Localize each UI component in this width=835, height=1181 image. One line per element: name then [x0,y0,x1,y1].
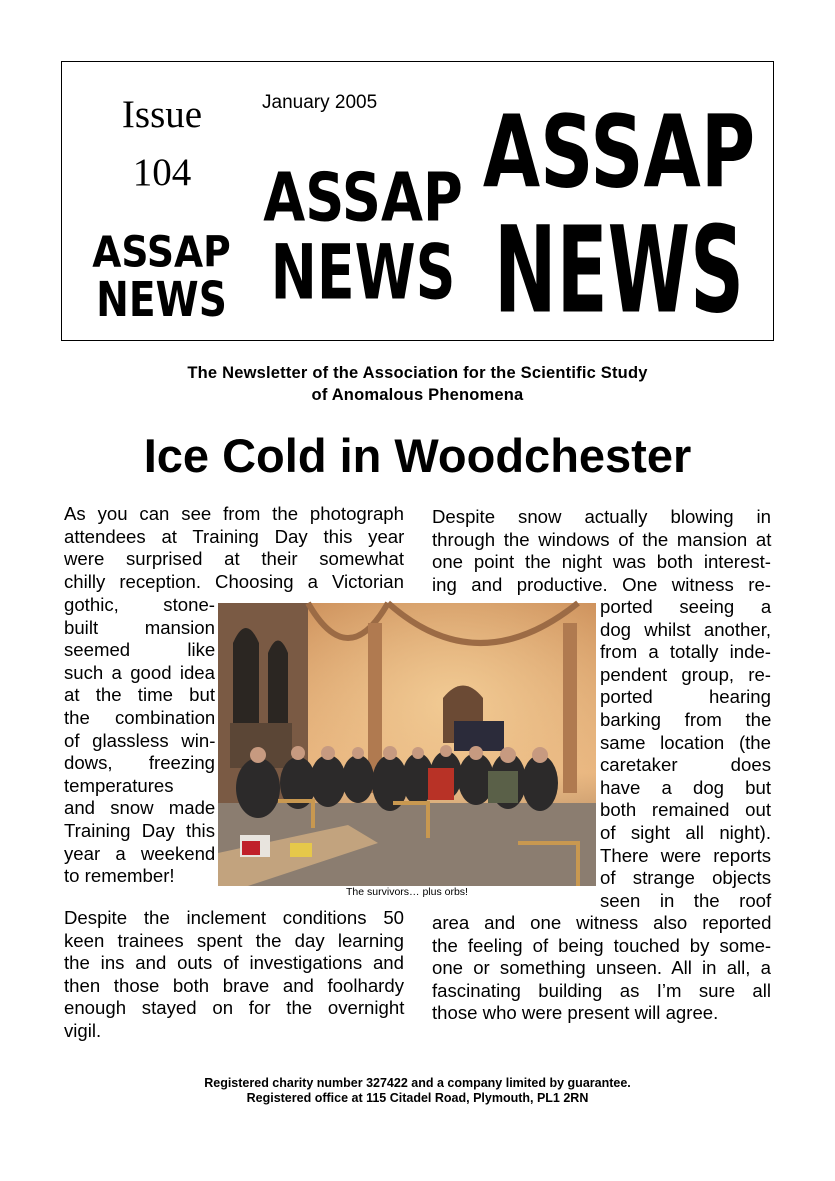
text-line: As you can see from the photograph [64,503,404,524]
text-line: ported seeing a [600,596,772,617]
assap-news-logo-medium [258,148,468,317]
text-line: of strange objects [600,867,771,889]
text-line: There were reports [600,844,772,866]
svg-text:ASSAP: ASSAP [263,158,463,237]
column-2-top [432,506,771,596]
column-1-bottom [64,907,404,1043]
issue-number: 104 [132,151,192,194]
text-line: barking from the [600,708,772,730]
text-line: fascinating building as I’m sure all [432,979,772,1001]
text-line: ported hearing [600,686,771,708]
text-line: Despite the inclement conditions 50 [64,907,404,928]
svg-text:NEWS: NEWS [494,201,744,341]
column-1-wrap [64,594,215,888]
text-line: those who were present will agree. [432,1002,719,1024]
text-line: same location (the [600,731,771,753]
column-2-wrap [600,596,771,912]
text-line: at the time but [64,684,215,706]
text-line: of glassless win- [64,729,216,751]
subtitle-line-1: The Newsletter of the Association for the Scientific Study [187,364,648,382]
text-line: year a weekend [64,842,216,864]
masthead [61,61,774,341]
text-line: seen in the roof [600,889,772,911]
text-line: to remember! [64,865,175,887]
text-line: ing and productive. One witness re- [432,573,771,595]
footer-line-1: Registered charity number 327422 and a company limited by guarantee. [204,1076,631,1090]
text-line: Despite snow actually blowing in [432,506,771,527]
assap-news-logo-large [480,78,758,341]
text-line: attendees at Training Day this year [64,525,405,547]
text-line: the ins and outs of investigations and [64,952,404,974]
issue-label: Issue [121,93,203,136]
issue-box [112,86,212,202]
text-line: pendent group, re- [600,663,771,685]
text-line: were surprised at their somewhat [64,548,404,570]
column-1-top [64,503,404,593]
svg-text:NEWS: NEWS [270,228,456,317]
text-line: through the windows of the mansion at [432,528,772,550]
photo-caption: The survivors… plus orbs! [346,886,468,898]
assap-news-logo-small [84,222,239,328]
svg-text:NEWS: NEWS [96,272,227,328]
text-line: built mansion [64,616,215,638]
text-line: from a totally inde- [600,641,771,663]
footer [0,1076,835,1106]
footer-line-2: Registered office at 115 Citadel Road, Plymouth, PL1 2RN [246,1091,589,1105]
text-line: chilly reception. Choosing a Victorian [64,570,404,592]
text-line: area and one witness also reported [432,912,772,933]
text-line: and snow made [64,797,216,819]
text-line: the feeling of being touched by some- [432,934,772,956]
text-line: dows, freezing [64,752,215,774]
text-line: the combination [64,706,216,728]
text-line: have a dog but [600,776,772,798]
text-line: gothic, stone- [64,594,215,615]
text-line: Training Day this [64,819,215,841]
training-day-photo [218,603,596,886]
column-2-bottom [432,912,771,1025]
text-line: dog whilst another, [600,618,772,640]
text-line: seemed like [64,639,216,661]
text-line: then those both brave and foolhardy [64,974,404,996]
subtitle-line-2: of Anomalous Phenomena [311,386,524,404]
text-line: enough stayed on for the overnight [64,997,405,1019]
newsletter-subtitle [0,362,835,406]
text-line: both remained out [600,799,771,821]
issue-date: January 2005 [262,92,378,113]
article-headline: Ice Cold in Woodchester [143,429,692,482]
svg-text:ASSAP: ASSAP [482,93,756,211]
text-line: caretaker does [600,754,771,776]
text-line: temperatures [64,774,174,796]
text-line: such a good idea [64,661,215,683]
svg-text:ASSAP: ASSAP [92,227,231,278]
text-line: keen trainees spent the day learning [64,929,404,951]
text-line: vigil. [64,1019,102,1041]
text-line: one point the night was both interest- [432,551,771,573]
text-line: one or something unseen. All in all, a [432,957,771,979]
text-line: of sight all night). [600,821,771,843]
